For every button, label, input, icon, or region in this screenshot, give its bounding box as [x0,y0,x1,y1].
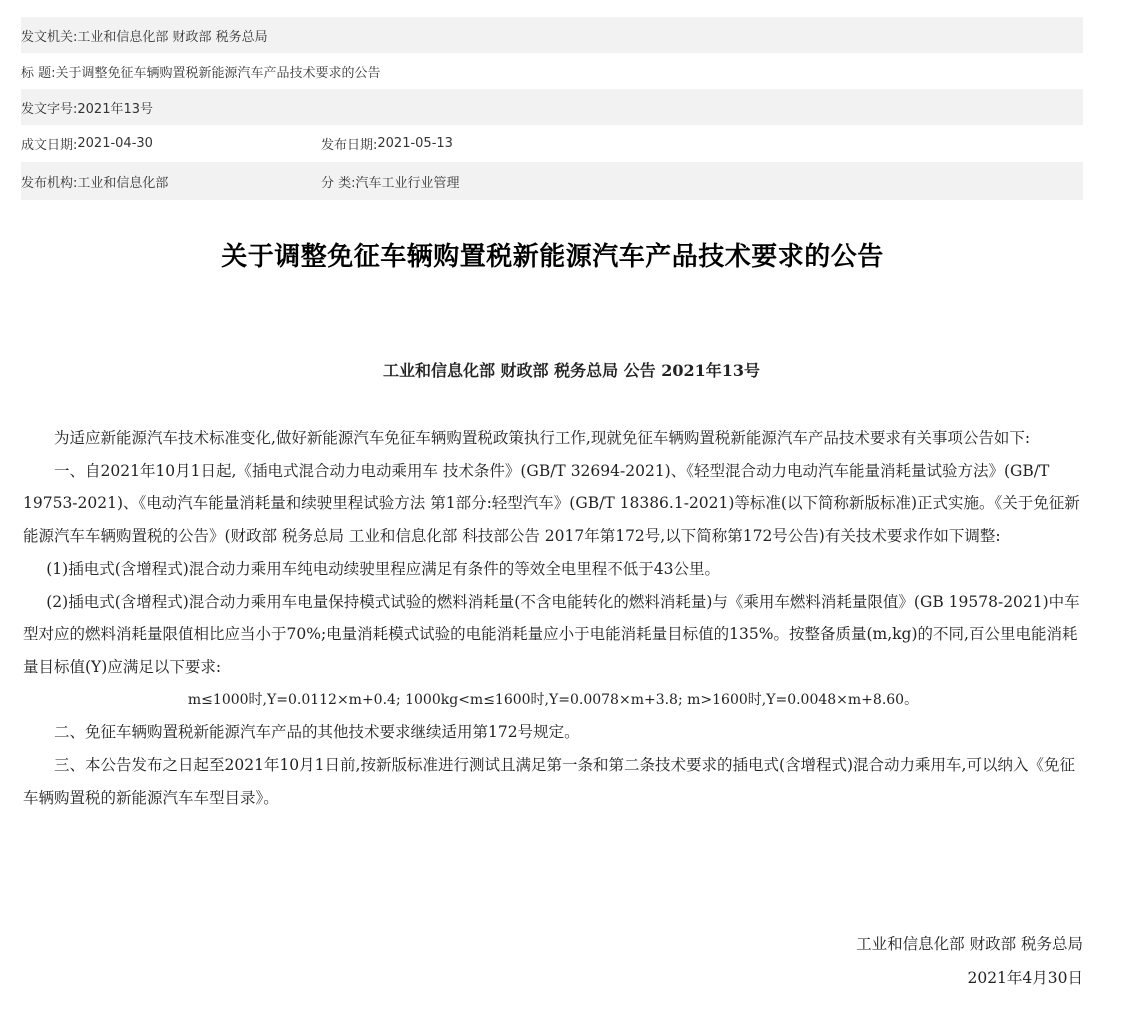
meta-cell-issuer [21,26,268,45]
publisher-value: 工业和信息化部 [77,175,169,191]
publisher-label: 发布机构: [21,175,78,191]
body-paragraph-3: 三、本公告发布之日起至2021年10月1日前,按新版标准进行测试且满足第一条和第二条技术要求的插电式(含增程式)混合动力乘用车,可以纳入《免征车辆购置税的新能源汽车车型目录》。 [23,756,1075,807]
body-formula: m≤1000时,Y=0.0112×m+0.4; 1000kg<m≤1600时,Y=0.0078×m+3.8; m>1600时,Y=0.0048×m+8.60。 [187,691,919,708]
doc-no-label: 发文字号: [21,101,78,117]
doc-no-value: 2021年13号 [77,101,154,117]
category-label: 分 类: [321,175,356,191]
category-value: 汽车工业行业管理 [355,175,460,191]
meta-cell-category [321,172,460,191]
meta-cell-title [21,62,381,81]
published-date-value: 2021-05-13 [377,136,453,151]
body-paragraph-1-item-1: (1)插电式(含增程式)混合动力乘用车纯电动续驶里程应满足有条件的等效全电里程不低于43公里。 [46,559,721,578]
title-value: 关于调整免征车辆购置税新能源汽车产品技术要求的公告 [55,65,381,81]
meta-row-issuer [21,17,1083,53]
document-title: 关于调整免征车辆购置税新能源汽车产品技术要求的公告 [221,242,884,272]
written-date-value: 2021-04-30 [77,136,153,151]
written-date-label: 成文日期: [21,138,78,153]
document-subtitle: 工业和信息化部 财政部 税务总局 公告 2021年13号 [382,361,761,380]
signature-date: 2021年4月30日 [967,969,1083,987]
body-paragraph-1: 一、自2021年10月1日起,《插电式混合动力电动乘用车 技术条件》(GB/T 32694-2021)、《轻型混合动力电动汽车能量消耗量试验方法》(GB/T 19753-2021)、《电动汽车能量消耗量和续驶里程试验方法 第1部分:轻型汽车》(GB/T 18386.1-2021)等标准(以下简称新版标准)正式实施。《关于免征新能源汽车车辆购置税的公告》(财政部 税务总局 工业和信息化部 科技部公告 2017年第172号,以下简称第172号公告)有关技术要求作如下调整: [23,461,1080,546]
title-label: 标 题: [21,65,56,81]
signature-organizations: 工业和信息化部 财政部 税务总局 [856,935,1083,953]
body-paragraph-intro: 为适应新能源汽车技术标准变化,做好新能源汽车免征车辆购置税政策执行工作,现就免征车辆购置税新能源汽车产品技术要求有关事项公告如下: [54,429,1031,447]
meta-cell-written-date [21,134,321,153]
issuer-value: 工业和信息化部 财政部 税务总局 [77,29,268,45]
body-paragraph-2: 二、免征车辆购置税新能源汽车产品的其他技术要求继续适用第172号规定。 [54,723,580,742]
document-body [23,422,1083,814]
meta-cell-publisher [21,172,321,191]
meta-row-publisher [21,162,1083,200]
issuer-label: 发文机关: [21,29,78,45]
meta-cell-published-date [321,134,453,153]
metadata-table [21,17,1083,200]
meta-row-title [21,53,1083,89]
published-date-label: 发布日期: [321,138,378,153]
meta-cell-doc-no [21,98,153,117]
meta-row-dates [21,125,1083,162]
body-paragraph-1-item-2: (2)插电式(含增程式)混合动力乘用车电量保持模式试验的燃料消耗量(不含电能转化的燃料消耗量)与《乘用车燃料消耗量限值》(GB 19578-2021)中车型对应的燃料消耗量限值相比应当小于70%;电量消耗模式试验的电能消耗量应小于电能消耗量目标值的135%。按整备质量(m,kg)的不同,百公里电能消耗量目标值(Y)应满足以下要求: [23,592,1080,676]
meta-row-doc-no [21,89,1083,125]
